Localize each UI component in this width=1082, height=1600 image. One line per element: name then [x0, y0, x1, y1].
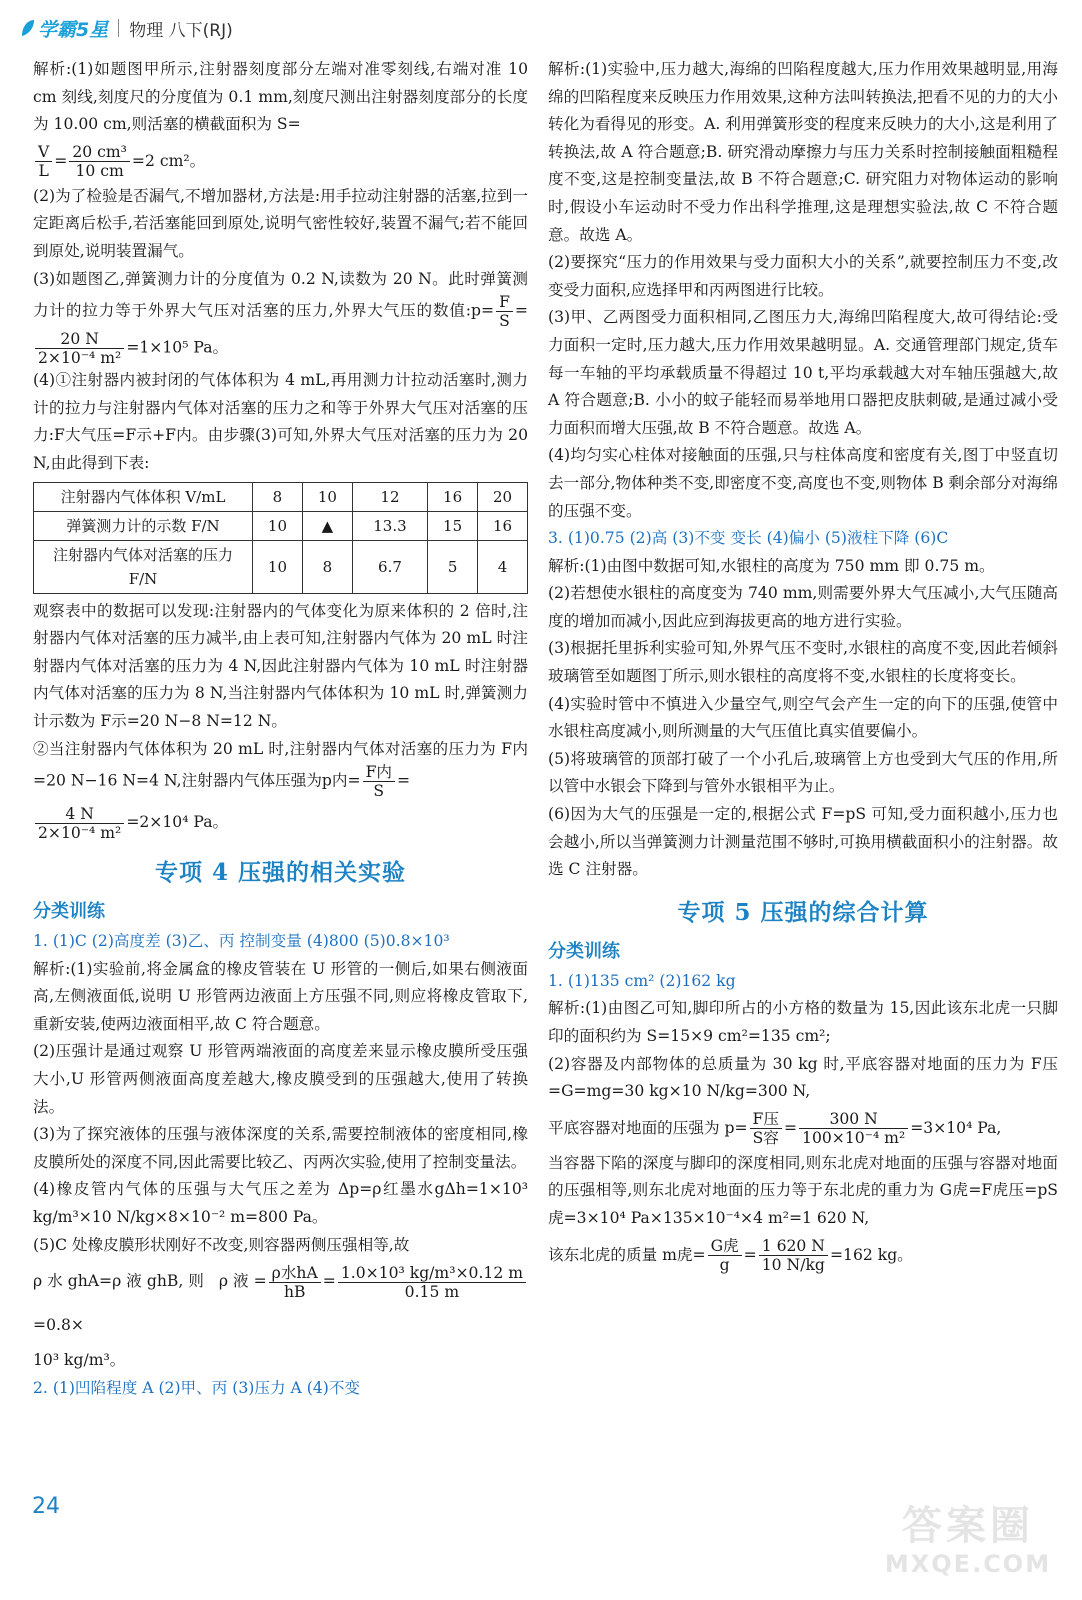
right-s2: 解析:(1)由图乙可知,脚印所占的小方格的数量为 15,因此该东北虎一只脚印的面积约为 S=15×9 cm²=135 cm²;	[548, 999, 1058, 1045]
watermark-title: 答案圈	[902, 1503, 1034, 1549]
right-s3: (2)容器及内部物体的总质量为 30 kg 时,平底容器对地面的压力为 F压=G=mg=30 kg×10 N/kg=300 N,	[548, 1054, 1058, 1101]
watermark	[868, 1494, 1068, 1586]
page-header	[20, 8, 233, 48]
header-divider	[118, 19, 119, 37]
analysis-q1b: (2)压强计是通过观察 U 形管两端液面的高度差来显示橡皮膜所受压强大小,U 形管两侧液面高度差越大,橡皮膜受到的压强越大,使用了转换法。	[33, 1042, 528, 1116]
analysis-q1e-tail: 10³ kg/m³。	[33, 1351, 126, 1370]
right-column	[548, 56, 1058, 1277]
right-r7: (2)若想使水银柱的高度变为 740 mm,则需要外界大气压减小,大气压随高度的增加而减小,因此应到海拔更高的地方进行实验。	[548, 584, 1058, 630]
answer-q2: 2. (1)凹陷程度 A (2)甲、丙 (3)压力 A (4)不变	[33, 1378, 361, 1397]
right-r6: 解析:(1)由图中数据可知,水银柱的高度为 750 mm 即 0.75 m。	[548, 556, 995, 575]
right-r3: (3)甲、乙两图受力面积相同,乙图压力大,海绵凹陷程度大,故可得结论:受力面积一定时,压力越大,压力作用效果越明显。A. 交通管理部门规定,货车每一车轴的平均承载质量不得超过 10 t,平均承载越大对车轴压强越大,故 A 符合题意;B. 小小的蚊子能轻而易举地用口器把皮肤刺破,是通过减小受力面积而增大压强,故 B 不符合题意。故选 A。	[548, 308, 1058, 437]
left-column	[33, 56, 528, 1402]
leaf-icon	[20, 18, 36, 38]
subject-label: 物理 八下(RJ)	[129, 20, 233, 41]
analysis-q1e-formula: ρ水ghA=ρ液ghB,则 ρ液= $\frac{\text{ρ水hA}}{hB}$ = $\frac{\text{1.0×10³ kg/m³×0.12 m}}{0.15 m}$ =0.8×	[33, 1259, 528, 1347]
right-s6-formula: 该东北虎的质量 m虎= $\frac{\text{G虎}}{g}$ = $\frac{1 620 N}{10 N/kg}$ =162 kg。	[548, 1237, 913, 1275]
left-p1-formula: $\frac{V}{L}$ = $\frac{\text{20 cm³}}{10 cm}$ =2 cm²。	[33, 139, 528, 183]
left-p2: (2)为了检验是否漏气,不增加器材,方法是:用手拉动注射器的活塞,拉到一定距离后松手,若活塞能回到原处,说明气密性较好,装置不漏气;若不能回到原处,说明装置漏气。	[33, 186, 528, 260]
left-p6: ②当注射器内气体体积为 20 mL 时,注射器内气体对活塞的压力为 F内=20 N−16 N=4 N,注射器内气体压强为p内= $\frac{\text{F内}}{S}$ =	[33, 739, 528, 801]
left-p4: (4)①注射器内被封闭的气体体积为 4 mL,再用测力计拉动活塞时,测力计的拉力与注射器内气体对活塞的压力之和等于外界大气压对活塞的压力:F大气压=F示+F内。由步骤(3)可知,外界大气压对活塞的压力为 20 N,由此得到下表:	[33, 371, 528, 472]
right-r8: (3)根据托里拆利实验可知,外界气压不变时,水银柱的高度不变,因此若倾斜玻璃管至如题图丁所示,则水银柱的高度将不变,水银柱的长度将变长。	[548, 639, 1058, 686]
watermark-url: MXQE.COM	[884, 1550, 1052, 1578]
page-number: 24	[32, 1494, 60, 1519]
table-row: 注射器内气体对活塞的压力 F/N 10 8 6.7 5 4	[34, 540, 528, 593]
right-r11: (6)因为大气的压强是一定的,根据公式 F=pS 可知,受力面积越小,压力也会越小,所以当弹簧测力计测量范围不够时,可换用横截面积小的注射器。故选 C 注射器。	[548, 805, 1058, 879]
right-s4-formula: 平底容器对地面的压强为 p= $\frac{\text{F压}}{\text{S容}}$ = $\frac{300 N}{\text{100×10⁻⁴ m²}}$ =3×10⁴ Pa,	[548, 1110, 1002, 1148]
section-title-4: 专项 4 压强的相关实验	[154, 859, 407, 887]
table-row: 弹簧测力计的示数 F/N 10 ▲ 13.3 15 16	[34, 511, 528, 540]
brand-name: 学霸5星	[38, 18, 109, 41]
left-p1: 解析:(1)如题图甲所示,注射器刻度部分左端对准零刻线,右端对准 10 cm 刻线,刻度尺的分度值为 0.1 mm,刻度尺测出注射器刻度部分的长度为 10.00 cm,则活塞的横截面积为 S=	[33, 60, 528, 134]
right-r1: 解析:(1)实验中,压力越大,海绵的凹陷程度越大,压力作用效果越明显,用海绵的凹陷程度来反映压力作用效果,这种方法叫转换法,把看不见的力的大小转化为看得见的形变。A. 利用弹簧形变的程度来反映力的大小,这是利用了转换法,故 A 符合题意;B. 研究滑动摩擦力与压力关系时控制接触面粗糙程度不变,这是控制变量法,故 B 不符合题意;C. 研究阻力对物体运动的影响时,假设小车运动时不受力作出科学推理,这是理想实验法,故 C 不符合题意。故选 A。	[548, 60, 1058, 244]
brand-logo	[20, 15, 108, 42]
data-table	[33, 482, 528, 594]
right-r10: (5)将玻璃管的顶部打破了一个小孔后,玻璃管上方也受到大气压的作用,所以管中水银会下降到与管外水银相平为止。	[548, 749, 1058, 796]
training-heading: 分类训练	[548, 940, 620, 962]
right-r4: (4)均匀实心柱体对接触面的压强,只与柱体高度和密度有关,图丁中竖直切去一部分,物体种类不变,即密度不变,高度也不变,则物体 B 剩余部分对海绵的压强不变。	[548, 446, 1058, 520]
analysis-q1a: 解析:(1)实验前,将金属盒的橡皮管装在 U 形管的一侧后,如果右侧液面高,左侧液面低,说明 U 形管两边液面上方压强不同,则应将橡皮管取下,重新安装,使两边液面相平,故 C 符合题意。	[33, 959, 528, 1033]
right-s5: 当容器下陷的深度与脚印的深度相同,则东北虎对地面的压强与容器对地面的压强相等,则东北虎对地面的压力等于东北虎的重力为 G虎=F虎压=pS虎=3×10⁴ Pa×135×10⁻⁴×4 m²=1 620 N,	[548, 1153, 1058, 1227]
analysis-q1d: (4)橡皮管内气体的压强与大气压之差为 Δp=ρ红墨水gΔh=1×10³ kg/m³×10 N/kg×8×10⁻² m=800 Pa。	[33, 1180, 528, 1227]
right-r2: (2)要探究“压力的作用效果与受力面积大小的关系”,就要控制压力不变,改变受力面积,应选择甲和丙两图进行比较。	[548, 253, 1058, 299]
left-p3: (3)如题图乙,弹簧测力计的分度值为 0.2 N,读数为 20 N。此时弹簧测力计的拉力等于外界大气压对活塞的压力,外界大气压的数值:p= $\frac{F}{S}$ = $\frac{20 N}{\text{2×10⁻⁴ m²}}$ =1×10⁵ Pa。	[33, 269, 528, 368]
left-p5: 观察表中的数据可以发现:注射器内的气体变化为原来体积的 2 倍时,注射器内气体对活塞的压力减半,由上表可知,注射器内气体为 20 mL 时注射器内气体对活塞的压力为 4 N,因此注射器内气体为 10 mL 时注射器内气体对活塞的压力为 8 N,当注射器内气体体积为 10 mL 时,弹簧测力计示数为 F示=20 N−8 N=12 N。	[33, 601, 528, 730]
training-heading: 分类训练	[33, 901, 105, 923]
analysis-q1e: (5)C 处橡皮膜形状刚好不改变,则容器两侧压强相等,故	[33, 1235, 410, 1254]
analysis-q1c: (3)为了探究液体的压强与液体深度的关系,需要控制液体的密度相同,橡皮膜所处的深度不同,因此需要比较乙、丙两次实验,使用了控制变量法。	[33, 1125, 528, 1171]
answer-q1: 1. (1)C (2)高度差 (3)乙、丙 控制变量 (4)800 (5)0.8×10³	[33, 932, 450, 951]
right-r9: (4)实验时管中不慎进入少量空气,则空气会产生一定的向下的压强,使管中水银柱高度减小,则所测量的大气压值比真实值要偏小。	[548, 694, 1058, 741]
left-p6-formula: $\frac{4 N}{\text{2×10⁻⁴ m²}}$ =2×10⁴ Pa。	[33, 800, 528, 844]
answer-s1: 1. (1)135 cm² (2)162 kg	[548, 971, 736, 990]
section-title-5: 专项 5 压强的综合计算	[677, 898, 929, 926]
table-row: 注射器内气体体积 V/mL 8 10 12 16 20	[34, 482, 528, 511]
answer-q3: 3. (1)0.75 (2)高 (3)不变 变长 (4)偏小 (5)液柱下降 (6)C	[548, 529, 949, 548]
